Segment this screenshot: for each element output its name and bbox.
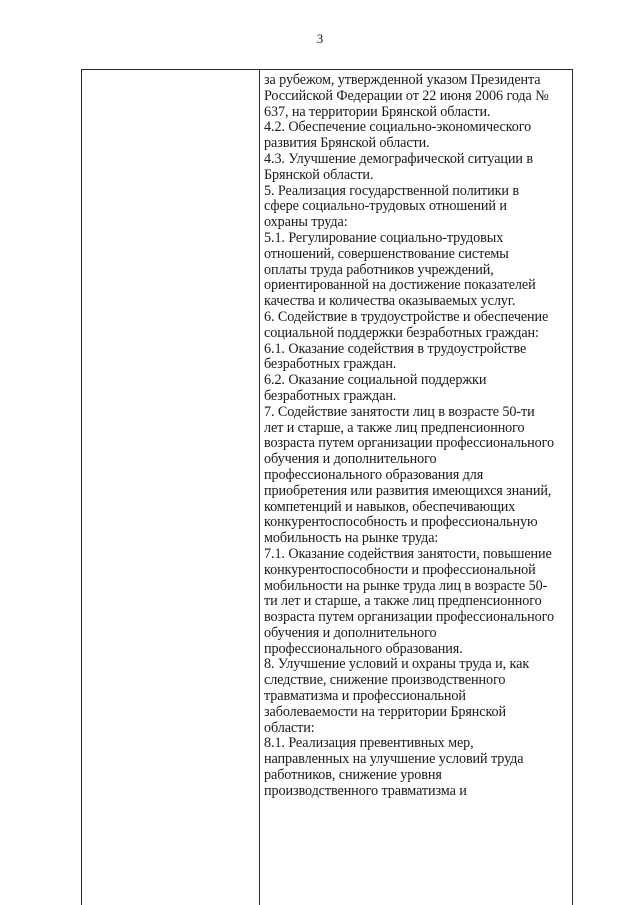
text-line: возраста путем организации профессионального xyxy=(264,435,554,452)
column-divider xyxy=(259,70,260,905)
text-line: ти лет и старше, а также лиц предпенсионного xyxy=(264,593,542,610)
text-line: направленных на улучшение условий труда xyxy=(264,751,524,768)
text-line: Российской Федерации от 22 июня 2006 года № xyxy=(264,87,549,104)
text-line: профессионального образования. xyxy=(264,640,463,657)
text-line: за рубежом, утвержденной указом Президента xyxy=(264,72,541,88)
text-line: безработных граждан. xyxy=(264,387,397,404)
text-line: 4.3. Улучшение демографической ситуации в xyxy=(264,150,533,167)
text-line: обучения и дополнительного xyxy=(264,451,437,468)
text-line: 8.1. Реализация превентивных мер, xyxy=(264,735,474,752)
text-line: компетенций и навыков, обеспечивающих xyxy=(264,498,516,515)
text-line: 4.2. Обеспечение социально-экономического xyxy=(264,119,532,136)
text-line: 8. Улучшение условий и охраны труда и, как xyxy=(264,656,530,673)
text-line: 5.1. Регулирование социально-трудовых xyxy=(264,229,504,246)
text-line: работников, снижение уровня xyxy=(264,767,442,784)
text-line: 6.2. Оказание социальной поддержки xyxy=(264,372,487,389)
text-line: оплаты труда работников учреждений, xyxy=(264,261,494,278)
text-line: производственного травматизма и xyxy=(264,782,467,799)
text-line: безработных граждан. xyxy=(264,356,397,373)
right-cell-text xyxy=(264,73,572,800)
text-line: 6.1. Оказание содействия в трудоустройстве xyxy=(264,340,527,357)
text-line: отношений, совершенствование системы xyxy=(264,245,509,262)
text-line: приобретения или развития имеющихся знаний, xyxy=(264,482,552,499)
text-line: Брянской области. xyxy=(264,166,374,183)
text-line: конкурентоспособности и профессиональной xyxy=(264,561,536,578)
text-line: развития Брянской области. xyxy=(264,135,430,152)
text-line: 6. Содействие в трудоустройстве и обеспечение xyxy=(264,308,549,325)
text-line: 5. Реализация государственной политики в xyxy=(264,182,519,199)
text-line: сфере социально-трудовых отношений и xyxy=(264,198,507,215)
page-number: 3 xyxy=(316,31,324,46)
text-line: следствие, снижение производственного xyxy=(264,672,506,689)
text-line: ориентированной на достижение показателей xyxy=(264,277,536,294)
text-line: области: xyxy=(264,719,315,736)
text-line: охраны труда: xyxy=(264,214,348,231)
text-line: заболеваемости на территории Брянской xyxy=(264,703,507,720)
text-line: 637, на территории Брянской области. xyxy=(264,103,491,120)
document-table xyxy=(81,69,573,905)
text-line: профессионального образования для xyxy=(264,466,484,483)
text-line: мобильности на рынке труда лиц в возрасте 50- xyxy=(264,577,548,594)
text-line: травматизма и профессиональной xyxy=(264,688,466,705)
text-line: мобильность на рынке труда: xyxy=(264,530,439,547)
text-line: конкурентоспособность и профессиональную xyxy=(264,514,538,531)
text-line: 7. Содействие занятости лиц в возрасте 50-ти xyxy=(264,403,535,420)
text-line: качества и количества оказываемых услуг. xyxy=(264,293,516,310)
text-line: 7.1. Оказание содействия занятости, повышение xyxy=(264,545,552,562)
text-line: обучения и дополнительного xyxy=(264,624,437,641)
text-line: возраста путем организации профессионального xyxy=(264,609,554,626)
text-line: лет и старше, а также лиц предпенсионного xyxy=(264,419,525,436)
text-line: социальной поддержки безработных граждан: xyxy=(264,324,539,341)
